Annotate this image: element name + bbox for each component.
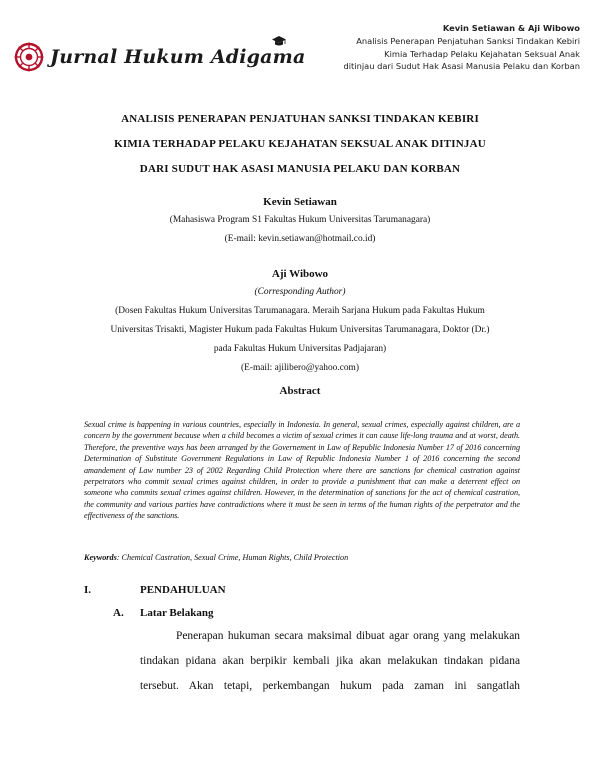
running-header xyxy=(280,22,580,73)
section-title: PENDAHULUAN xyxy=(140,584,226,596)
paper-title-line: KIMIA TERHADAP PELAKU KEJAHATAN SEKSUAL ANAK DITINJAU xyxy=(114,138,486,150)
author-1-block xyxy=(40,196,560,208)
author-1-name: Kevin Setiawan xyxy=(263,196,337,208)
subsection-number: A. xyxy=(113,607,124,619)
keywords-label: Keywords xyxy=(84,553,117,562)
paper-title-line: ANALISIS PENERAPAN PENJATUHAN SANKSI TINDAKAN KEBIRI xyxy=(121,113,479,125)
author-2-affiliation-line: (Dosen Fakultas Hukum Universitas Tarumanagara. Meraih Sarjana Hukum pada Fakultas Hukum xyxy=(115,306,485,316)
author-2-role: (Corresponding Author) xyxy=(254,287,346,297)
running-header-title-line: Kimia Terhadap Pelaku Kejahatan Seksual Anak xyxy=(384,48,580,59)
author-1-email: (E-mail: kevin.setiawan@hotmail.co.id) xyxy=(224,234,376,244)
body-line: tersebut. Akan tetapi, perkembangan hukum pada zaman ini sangatlah xyxy=(140,680,520,692)
paper-title xyxy=(60,107,540,182)
author-2-name: Aji Wibowo xyxy=(271,268,329,280)
journal-emblem-icon xyxy=(14,42,44,72)
body-line: tindakan pidana akan berpikir kembali jika akan melakukan tindakan pidana xyxy=(140,655,520,667)
author-1-affiliation: (Mahasiswa Program S1 Fakultas Hukum Universitas Tarumanagara) xyxy=(169,215,431,225)
author-2-affiliation-line: Universitas Trisakti, Magister Hukum pada Fakultas Hukum Universitas Tarumanagara, Doktor (Dr.) xyxy=(110,325,490,335)
running-header-title-line: ditinjau dari Sudut Hak Asasi Manusia Pelaku dan Korban xyxy=(343,61,580,72)
author-2-block xyxy=(40,268,560,280)
paper-title-line: DARI SUDUT HAK ASASI MANUSIA PELAKU DAN KORBAN xyxy=(139,163,461,175)
keywords-list: : Chemical Castration, Sexual Crime, Human Rights, Child Protection xyxy=(116,553,349,562)
body-line: Penerapan hukuman secara maksimal dibuat agar orang yang melakukan xyxy=(176,630,520,642)
body-paragraph xyxy=(140,624,520,699)
author-2-affiliation-line: pada Fakultas Hukum Universitas Padjajaran) xyxy=(213,344,387,354)
journal-name: Jurnal Hukum Adigama xyxy=(50,46,306,68)
author-2-email: (E-mail: ajilibero@yahoo.com) xyxy=(241,363,359,373)
journal-logo xyxy=(14,42,306,72)
section-number: I. xyxy=(84,584,92,596)
running-header-title-line: Analisis Penerapan Penjatuhan Sanksi Tindakan Kebiri xyxy=(356,35,580,46)
abstract-text: Sexual crime is happening in various countries, especially in Indonesia. In general, sexual crimes, especially against children, are a concern by the government because when a child becomes a victim of sexual crimes it can cause life-long trauma and at worst, death. Therefore, the preventive ways has been arranged by the Governement in Law of Republic Indonesia Number 17 of 2016 concerning Determination of Substitute Government Regulations in Law of Republic Indonesia Number 1 of 2016 concerning the second amandement of Law number 23 of 2002 Regarding Child Protection where there are sanctions for chemical castration against perpetrators who commit sexual crimes against children, in order to provide a punishment that can make a deterrent effect on someone who commits sexual crimes against children. However, in the determination of sanctions for the act of chemical castration, the community and various parties have contradictions where it must be seen in terms of the human rights of the perpetrator and the effectiveness of the sanctions. xyxy=(84,420,520,521)
abstract-heading: Abstract xyxy=(279,385,321,397)
author-1-details xyxy=(40,211,560,249)
author-2-details xyxy=(40,283,560,378)
running-header-authors: Kevin Setiawan & Aji Wibowo xyxy=(442,23,580,33)
subsection-title: Latar Belakang xyxy=(140,607,214,619)
keywords xyxy=(84,553,534,562)
